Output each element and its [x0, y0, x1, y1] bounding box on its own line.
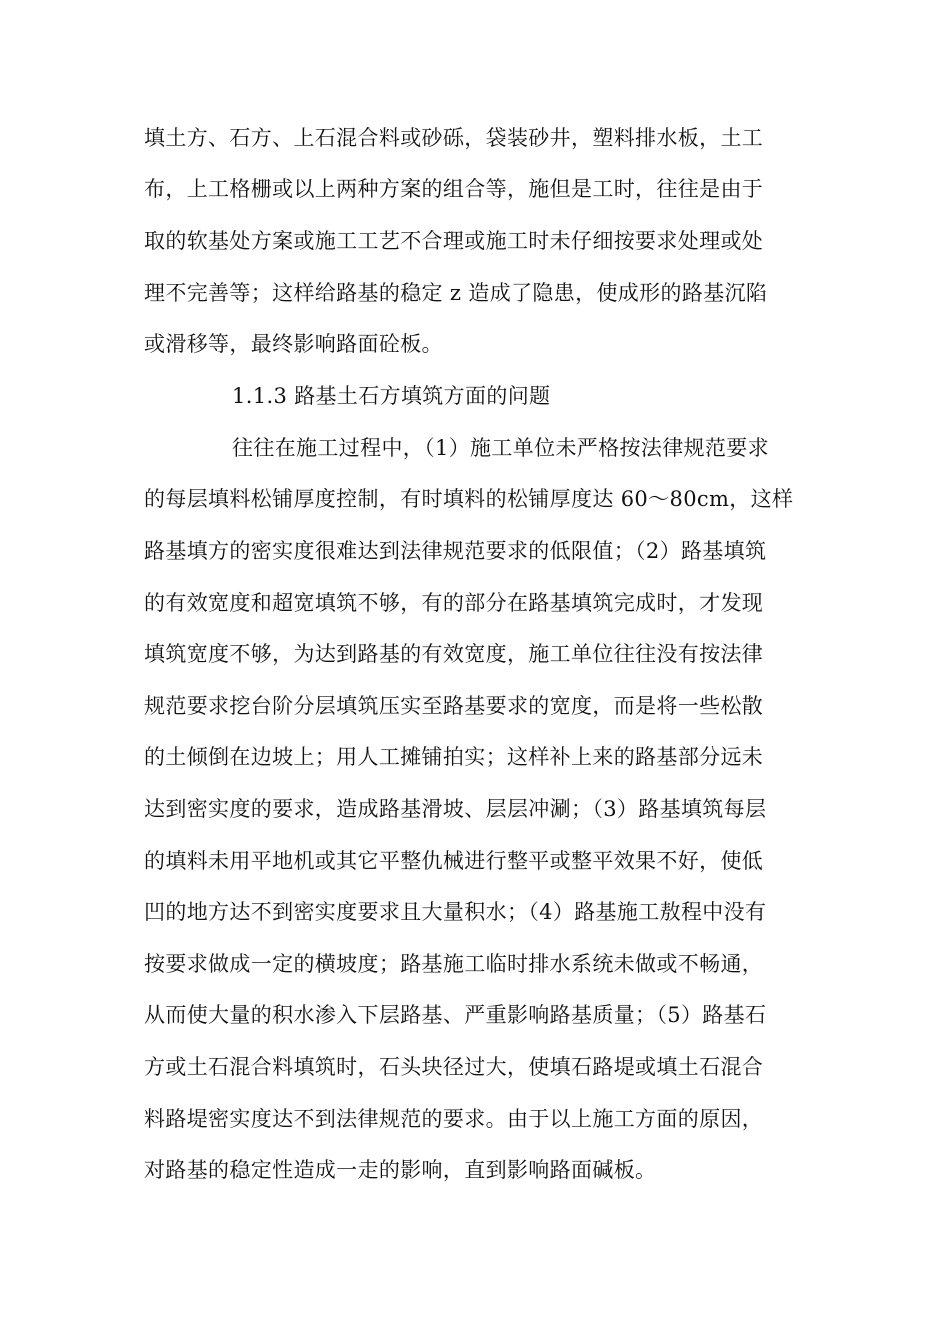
- section-heading: 1.1.3 路基土石方填筑方面的问题: [232, 384, 551, 408]
- paragraph-2-line-4: 的有效宽度和超宽填筑不够，有的部分在路基填筑完成时，才发现: [144, 591, 764, 615]
- paragraph-1-line-3: 取的软基处方案或施工工艺不合理或施工时未仔细按要求处理或处: [144, 229, 764, 253]
- paragraph-2-line-1: 往往在施工过程中，（1）施工单位未严格按法律规范要求: [232, 436, 769, 460]
- paragraph-2-line-13: 方或土石混合料填筑时，石头块径过大，使填石路堤或填土石混合: [144, 1055, 764, 1079]
- paragraph-2-line-10: 凹的地方达不到密实度要求且大量积水；（4）路基施工敖程中没有: [144, 900, 767, 924]
- paragraph-1-line-4: 理不完善等；这样给路基的稳定 z 造成了隐患，使成形的路基沉陷: [144, 281, 768, 305]
- paragraph-2-line-3: 路基填方的密实度很难达到法律规范要求的低限值；（2）路基填筑: [144, 539, 767, 563]
- paragraph-2-line-14: 料路堤密实度达不到法律规范的要求。由于以上施工方面的原因，: [144, 1107, 764, 1131]
- paragraph-1-line-1: 填土方、石方、上石混合料或砂砾，袋装砂井，塑料排水板，土工: [144, 126, 764, 150]
- paragraph-2-line-8: 达到密实度的要求，造成路基滑坡、层层冲涮；（3）路基填筑每层: [144, 797, 767, 821]
- paragraph-2-line-7: 的土倾倒在边坡上；用人工摊铺拍实；这样补上来的路基部分远未: [144, 745, 764, 769]
- paragraph-2-line-15: 对路基的稳定性造成一走的影响，直到影响路面碱板。: [144, 1158, 657, 1182]
- paragraph-2-line-5: 填筑宽度不够，为达到路基的有效宽度，施工单位往往没有按法律: [144, 642, 764, 666]
- paragraph-1-line-2: 布，上工格栅或以上两种方案的组合等，施但是工时，往往是由于: [144, 177, 764, 201]
- paragraph-2-line-11: 按要求做成一定的横坡度；路基施工临时排水系统未做或不畅通，: [144, 952, 764, 976]
- paragraph-2-line-12: 从而使大量的积水渗入下层路基、严重影响路基质量；（5）路基石: [144, 1003, 767, 1027]
- paragraph-1-line-5: 或滑移等，最终影响路面砼板。: [144, 332, 443, 356]
- paragraph-2-line-2: 的每层填料松铺厚度控制，有时填料的松铺厚度达 60～80cm，这样: [144, 487, 794, 511]
- paragraph-2-line-6: 规范要求挖台阶分层填筑压实至路基要求的宽度，而是将一些松散: [144, 694, 764, 718]
- paragraph-2-line-9: 的填料未用平地机或其它平整仇械进行整平或整平效果不好，使低: [144, 849, 764, 873]
